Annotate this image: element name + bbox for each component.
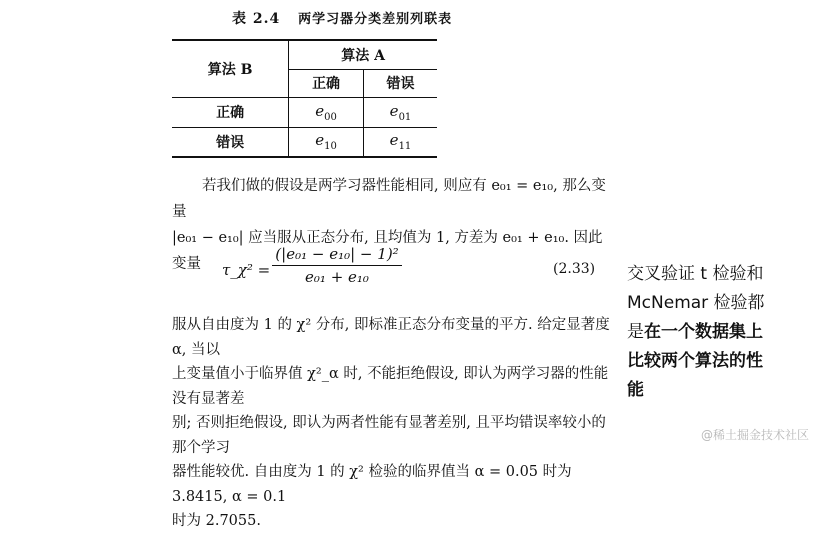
formula-lhs: τ_χ² =	[222, 261, 271, 279]
paragraph-line: |e₀₁ − e₁₀| 应当服从正态分布, 且均值为 1, 方差为 e₀₁ + e₁₀. 因此变量	[172, 230, 603, 272]
paragraph-line: 上变量值小于临界值 χ²_α 时, 不能拒绝假设, 即认为两学习器的性能没有显著差	[172, 366, 609, 407]
watermark: @稀土掘金技术社区	[700, 428, 809, 442]
side-note-plain: 交叉验证 t 检验和 McNemar 检验都是	[627, 264, 765, 342]
paragraph-line: 器性能较优. 自由度为 1 的 χ² 检验的临界值当 α = 0.05 时为 3.8415, α = 0.1	[172, 464, 572, 505]
table-row	[172, 127, 437, 157]
row-label-wrong: 错误	[172, 127, 289, 157]
col-header: 算法 A	[289, 40, 437, 69]
cell-e01: $e_{01}$	[363, 97, 437, 127]
paragraph-line: 时为 2.7055.	[172, 513, 261, 529]
paragraph-chi-square	[172, 313, 617, 534]
formula-numerator: (|e₀₁ − e₁₀| − 1)²	[272, 245, 402, 266]
side-note	[627, 260, 777, 405]
equation-number: (2.33)	[553, 261, 596, 277]
caption-text: 两学习器分类差别列联表	[298, 12, 453, 27]
formula-denominator: e₀₁ + e₁₀	[305, 268, 369, 286]
caption-number: 表 2.4	[232, 11, 281, 27]
contingency-table	[172, 39, 437, 158]
paragraph-line: 若我们做的假设是两学习器性能相同, 则应有 e₀₁ = e₁₀, 那么变量	[172, 178, 606, 220]
col-label-correct: 正确	[289, 69, 364, 97]
cell-e11: $e_{11}$	[363, 127, 437, 157]
cell-e00: $e_{00}$	[289, 97, 364, 127]
side-note-bold: 在一个数据集上比较两个算法的性能	[627, 322, 763, 400]
cell-e10: $e_{10}$	[289, 127, 364, 157]
formula-fraction	[272, 245, 402, 286]
row-label-correct: 正确	[172, 97, 289, 127]
paragraph-line: 别; 否则拒绝假设, 即认为两者性能有显著差别, 且平均错误率较小的那个学习	[172, 415, 606, 456]
table-row	[172, 97, 437, 127]
row-header: 算法 B	[172, 40, 289, 97]
paragraph-line: 服从自由度为 1 的 χ² 分布, 即标准正态分布变量的平方. 给定显著度 α, 当以	[172, 317, 610, 358]
col-label-wrong: 错误	[363, 69, 437, 97]
table-caption	[232, 8, 452, 28]
